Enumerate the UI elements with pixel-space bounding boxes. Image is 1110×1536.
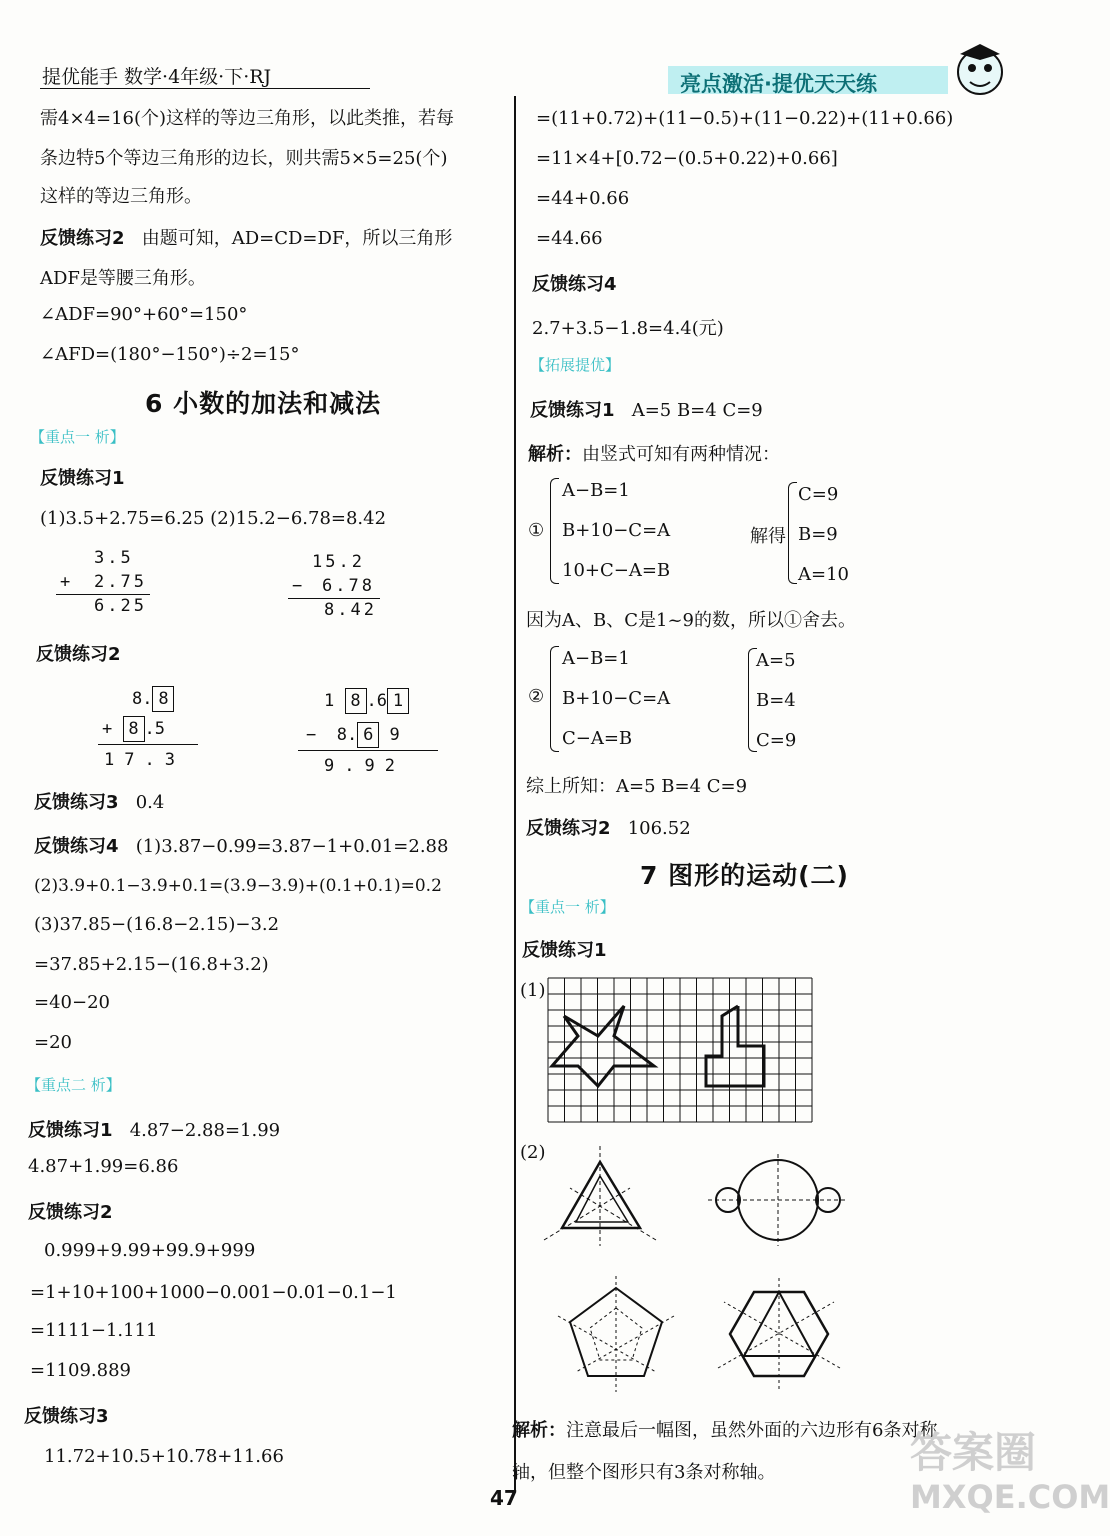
v3-rule [98, 744, 198, 745]
watermark: 答案圈 [910, 1428, 1037, 1477]
v2-rule [288, 598, 380, 599]
case2-e3: C−A=B [562, 728, 633, 749]
fb2c-3: =1111−1.111 [30, 1320, 158, 1341]
case1-e3: 10+C−A=B [562, 560, 671, 581]
fb4-label: 反馈练习4 [34, 836, 119, 857]
case2-s3: C=9 [756, 730, 797, 751]
v3-a1: 8. [132, 689, 153, 709]
grid-lines [548, 978, 812, 1122]
watermark-site: MXQE.COM [910, 1478, 1110, 1516]
fb1-line: (1)3.5+2.75=6.25 (2)15.2−6.78=8.42 [40, 508, 387, 529]
pentagon-figure [556, 1276, 676, 1396]
fb2-label: 反馈练习2 [40, 228, 125, 249]
jx2-row [512, 1416, 937, 1442]
right-fb1b-label: 反馈练习1 [522, 940, 607, 961]
v4-op: − [306, 725, 317, 745]
fb4-4: =37.85+2.15−(16.8+3.2) [34, 954, 269, 975]
part-1-label: (1) [520, 980, 546, 1001]
right-fb4-label: 反馈练习4 [532, 274, 617, 295]
v4-box-3: 6 [357, 722, 379, 748]
v3-op: + [102, 719, 113, 739]
fb2c-1: 0.999+9.99+99.9+999 [44, 1240, 256, 1261]
case1-brace-2 [788, 482, 797, 584]
case1-s3: A=10 [798, 564, 849, 585]
v2-op: − [292, 576, 303, 596]
case1-solve: 解得 [750, 526, 786, 547]
case1-mark: ① [528, 520, 545, 541]
v4-row1 [324, 688, 409, 714]
tag-extend: 【拓展提优】 [530, 356, 621, 374]
fb1c-2: 4.87+1.99=6.86 [28, 1156, 179, 1177]
right-fb2-label: 反馈练习2 [526, 818, 611, 839]
jx2-label: 解析： [512, 1420, 566, 1441]
column-divider [514, 96, 516, 1491]
section-7-title: 7 图形的运动(二) [640, 861, 849, 890]
right-r3: =44+0.66 [536, 188, 630, 209]
v3-r: 17.3 [104, 750, 185, 770]
case2-s2: B=4 [756, 690, 796, 711]
fb2b-label: 反馈练习2 [36, 644, 121, 665]
fb2c-2: =1+10+100+1000−0.001−0.01−0.1−1 [30, 1282, 397, 1303]
fb4-1: (1)3.87−0.99=3.87−1+0.01=2.88 [135, 836, 449, 857]
v3-b2: .5 [144, 719, 165, 739]
right-r2: =11×4+[0.72−(0.5+0.22)+0.66] [536, 148, 838, 169]
fb2c-4: =1109.889 [30, 1360, 131, 1381]
v1-op: + [60, 572, 71, 592]
right-r1: =(11+0.72)+(11−0.5)+(11−0.22)+(11+0.66) [536, 108, 954, 129]
fb4-5: =40−20 [34, 992, 110, 1013]
fb2c-label: 反馈练习2 [28, 1202, 113, 1223]
fb3-val: 0.4 [135, 792, 165, 813]
v2-a: 15.2 [312, 552, 365, 572]
summary-line: 综上所知：A=5 B=4 C=9 [526, 776, 748, 797]
v2-b: 6.78 [322, 576, 375, 596]
fb4-row [34, 832, 448, 858]
jx-label: 解析： [528, 444, 582, 465]
case2-brace [550, 646, 559, 752]
right-r4: =44.66 [536, 228, 603, 249]
right-fb1-label: 反馈练习1 [530, 400, 615, 421]
fb4-2: (2)3.9+0.1−3.9+0.1=(3.9−3.9)+(0.1+0.1)=0.2 [34, 876, 442, 896]
left-line-2: 条边特5个等边三角形的边长，则共需5×5=25(个) [40, 148, 448, 169]
fb1c-text: 4.87−2.88=1.99 [129, 1120, 281, 1141]
fb4-3: (3)37.85−(16.8−2.15)−3.2 [34, 914, 280, 935]
right-fb2-row [526, 814, 691, 840]
case2-e2: B+10−C=A [562, 688, 671, 709]
jx-text: 由竖式可知有两种情况： [582, 444, 780, 465]
fb3c-label: 反馈练习3 [24, 1406, 109, 1427]
tag-key-2: 【重点二 析】 [26, 1076, 121, 1094]
left-line-7: ∠AFD=(180°−150°)÷2=15° [40, 344, 300, 365]
fb3c-1: 11.72+10.5+10.78+11.66 [44, 1446, 284, 1467]
case1-s2: B=9 [798, 524, 838, 545]
tag-key-3: 【重点一 析】 [520, 898, 615, 916]
part-2-label: (2) [520, 1142, 546, 1163]
case2-s1: A=5 [756, 650, 796, 671]
v1-a: 3.5 [94, 548, 134, 568]
tag-key-1: 【重点一 析】 [30, 428, 125, 446]
page-number: 47 [490, 1486, 518, 1510]
v4-b3: 9 [389, 725, 400, 745]
case1-brace [550, 478, 559, 584]
left-line-1: 需4×4=16(个)这样的等边三角形，以此类推，若每 [40, 108, 455, 129]
left-line-6: ∠ADF=90°+60°=150° [40, 304, 248, 325]
because-line: 因为A、B、C是1~9的数，所以①舍去。 [526, 610, 856, 631]
v4-a1: 1 [324, 691, 335, 711]
left-line-5: ADF是等腰三角形。 [40, 268, 206, 289]
jx2-text: 注意最后一幅图，虽然外面的六边形有6条对称 [566, 1420, 938, 1441]
case1-e2: B+10−C=A [562, 520, 671, 541]
fb4-6: =20 [34, 1032, 72, 1053]
mascot-icon [950, 40, 1010, 100]
grid-figure [548, 978, 812, 1122]
v4-row2 [306, 722, 400, 748]
right-fb1-ans: A=5 B=4 C=9 [631, 400, 763, 421]
case2-mark: ② [528, 686, 545, 707]
fb3-row [34, 788, 164, 814]
header-rule-left [40, 88, 370, 89]
right-fb1-row [530, 396, 763, 422]
fb1c-label: 反馈练习1 [28, 1120, 113, 1141]
fb3-label: 反馈练习3 [34, 792, 119, 813]
fb2-text: 由题可知，AD=CD=DF，所以三角形 [141, 228, 453, 249]
circles-figure [708, 1150, 848, 1250]
v3-box-2: 8 [123, 716, 145, 742]
hexagon-figure [714, 1276, 844, 1396]
v1-rule [56, 594, 150, 595]
case2-e1: A−B=1 [562, 648, 630, 669]
right-fb4-text: 2.7+3.5−1.8=4.4(元) [532, 318, 724, 339]
fb1-label: 反馈练习1 [40, 468, 125, 489]
v4-a3: .6 [366, 691, 387, 711]
v2-r: 8.42 [324, 600, 377, 620]
v4-box-2: 1 [387, 688, 409, 714]
jx2-text-2: 轴，但整个图形只有3条对称轴。 [512, 1462, 776, 1483]
right-jx-row [528, 440, 780, 466]
case1-e1: A−B=1 [562, 480, 630, 501]
fb2-row [40, 224, 452, 250]
fb1c-row [28, 1116, 280, 1142]
v1-b: 2.75 [94, 572, 147, 592]
case1-s1: C=9 [798, 484, 839, 505]
v1-r: 6.25 [94, 596, 147, 616]
v4-r: 9.92 [324, 756, 405, 776]
triangle-figure [540, 1146, 670, 1256]
v4-rule [298, 750, 438, 751]
right-fb2-val: 106.52 [627, 818, 691, 839]
v4-box-1: 8 [345, 688, 367, 714]
section-6-title: 6 小数的加法和减法 [145, 389, 382, 418]
left-line-3: 这样的等边三角形。 [40, 186, 202, 207]
v3-row2 [102, 716, 165, 742]
header-right: 亮点激活·提优天天练 [680, 72, 877, 96]
v4-b1: 8. [336, 725, 358, 745]
header-left: 提优能手 数学·4年级·下·RJ [42, 66, 272, 88]
v3-row1 [132, 686, 174, 712]
v3-box-1: 8 [152, 686, 174, 712]
